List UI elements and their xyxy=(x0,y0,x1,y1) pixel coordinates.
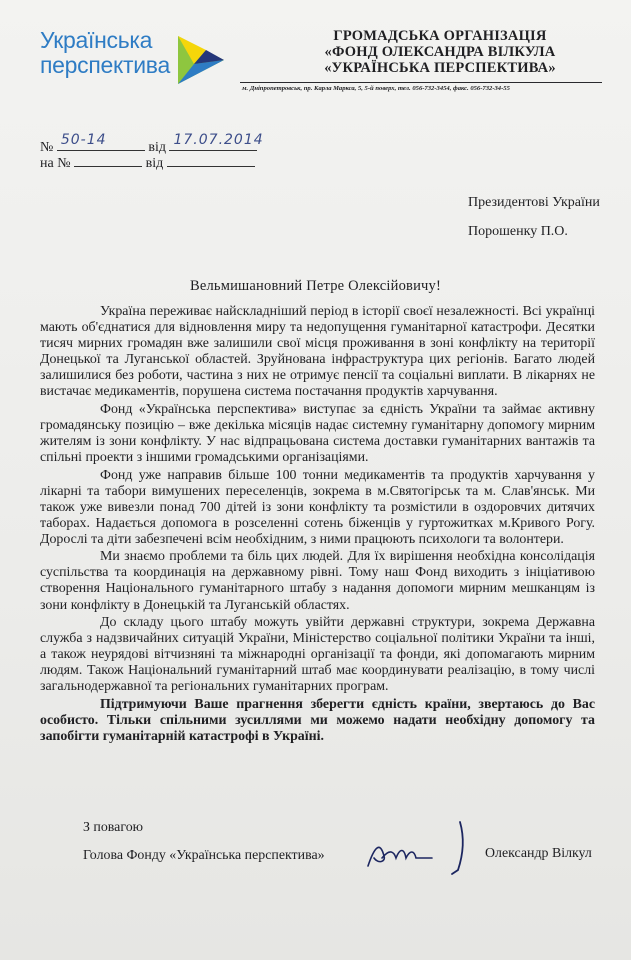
date-field xyxy=(169,132,264,151)
letter-body xyxy=(40,304,595,746)
reply-number-line xyxy=(40,152,255,172)
paragraph-1: Україна переживає найскладніший період в історії своєї незалежності. Всі українці мають об'єднатися для відновлення миру та недопущення гуманітарної катастрофи. Десятки тисяч мирних громадян вже залишили свої місця проживання в зоні конфлікту на території Донецької та Луганської областей. Зруйнована інфраструктура цих регіонів. Багато людей залишилися без роботи, частина з них не отримує пенсії та соціальні виплати. В лікарнях не вистачає медикаментів, порушена система постачання продуктів харчування. xyxy=(40,304,595,400)
reply-date-label: від xyxy=(145,156,164,171)
date-label: від xyxy=(148,140,166,155)
addressee xyxy=(468,188,600,246)
closing-regards: З повагою xyxy=(83,820,144,835)
salutation: Вельмишановний Петре Олексійовичу! xyxy=(189,278,442,294)
number-handwritten: 50-14 xyxy=(60,132,107,148)
reply-number-field xyxy=(74,152,142,167)
paragraph-2: Фонд «Українська перспектива» виступає за єдність України та займає активну громадянську позицію – вже декілька місяців надає системну гуманітарну допомогу мирним жителям із зони конфлікту. У нас відпрацьована система доставки гуманітарних вантажів та спільні проекти з іншими громадськими організаціями. xyxy=(40,401,595,466)
organization-name xyxy=(290,28,590,76)
date-handwritten: 17.07.2014 xyxy=(173,132,264,148)
signer-position: Голова Фонду «Українська перспектива» xyxy=(83,848,325,863)
signer-name: Олександр Вілкул xyxy=(485,846,592,861)
number-label: № xyxy=(40,140,54,155)
paragraph-4: Ми знаємо проблеми та біль цих людей. Для їх вирішення необхідна консолідація суспільства та координація на державному рівні. Тому наш Фонд виходить з ініціативою створення Національного гуманітарного штабу з надання допомоги мирним мешканцям із зони конфлікту в Донецькій та Луганській областях. xyxy=(40,549,595,613)
reply-label: на № xyxy=(40,156,71,171)
org-line-1: ГРОМАДСЬКА ОРГАНІЗАЦІЯ xyxy=(333,28,547,44)
paragraph-5: До складу цього штабу можуть увійти державні структури, зокрема Державна служба з надзвичайних ситуацій України, Міністерство соціальної політики України та інші, а також неурядові вітчизняні та міжнародні організації та фонди, які допомагають мирним людям. Також Національний гуманітарний штаб має координувати реалізацію, в тому числі загальнодержавної та регіональних гуманітарних програм. xyxy=(40,614,595,695)
organization-logo xyxy=(40,28,225,88)
handwritten-signature xyxy=(360,818,485,878)
letterhead-divider xyxy=(240,82,602,83)
paragraph-3: Фонд уже направив більше 100 тонни медикаментів та продуктів харчування у лікарні та табори вимушених переселенців, зокрема в м.Святогірськ та м. Слав'янськ. Ми також уже вивезли понад 700 дітей із зони конфлікту та розмістили в оздоровчих дитячих таборах. Надається допомога в розселенні сотень біженців у гуртожитках м.Кривого Рогу. Дорослі та діти забезпечені всім необхідним, з ними працюють психологи та волонтери. xyxy=(40,467,595,547)
paragraph-6: Підтримуючи Ваше прагнення зберегти єдність країни, звертаюсь до Вас особисто. Тільки спільними зусиллями ми можемо надати необхідну допомогу та запобігти гуманітарній катастрофі в Україні. xyxy=(40,696,595,744)
organization-address: м. Дніпропетровськ, пр. Карла Маркса, 5, 5-й поверх, тел. 056-732-3454, факс. 056-732-34-55 xyxy=(242,85,510,92)
logo-wordmark xyxy=(40,28,170,78)
org-line-3: «УКРАЇНСЬКА ПЕРСПЕКТИВА» xyxy=(324,60,556,76)
reply-date-field xyxy=(167,152,255,167)
logo-line-2: перспектива xyxy=(40,52,170,78)
number-field xyxy=(57,132,145,151)
addressee-line-1: Президентові України xyxy=(468,195,600,210)
addressee-line-2: Порошенку П.О. xyxy=(468,224,568,239)
logo-line-1: Українська xyxy=(40,27,153,53)
logo-triangle-icon xyxy=(176,34,226,86)
org-line-2: «ФОНД ОЛЕКСАНДРА ВІЛКУЛА xyxy=(324,44,556,60)
